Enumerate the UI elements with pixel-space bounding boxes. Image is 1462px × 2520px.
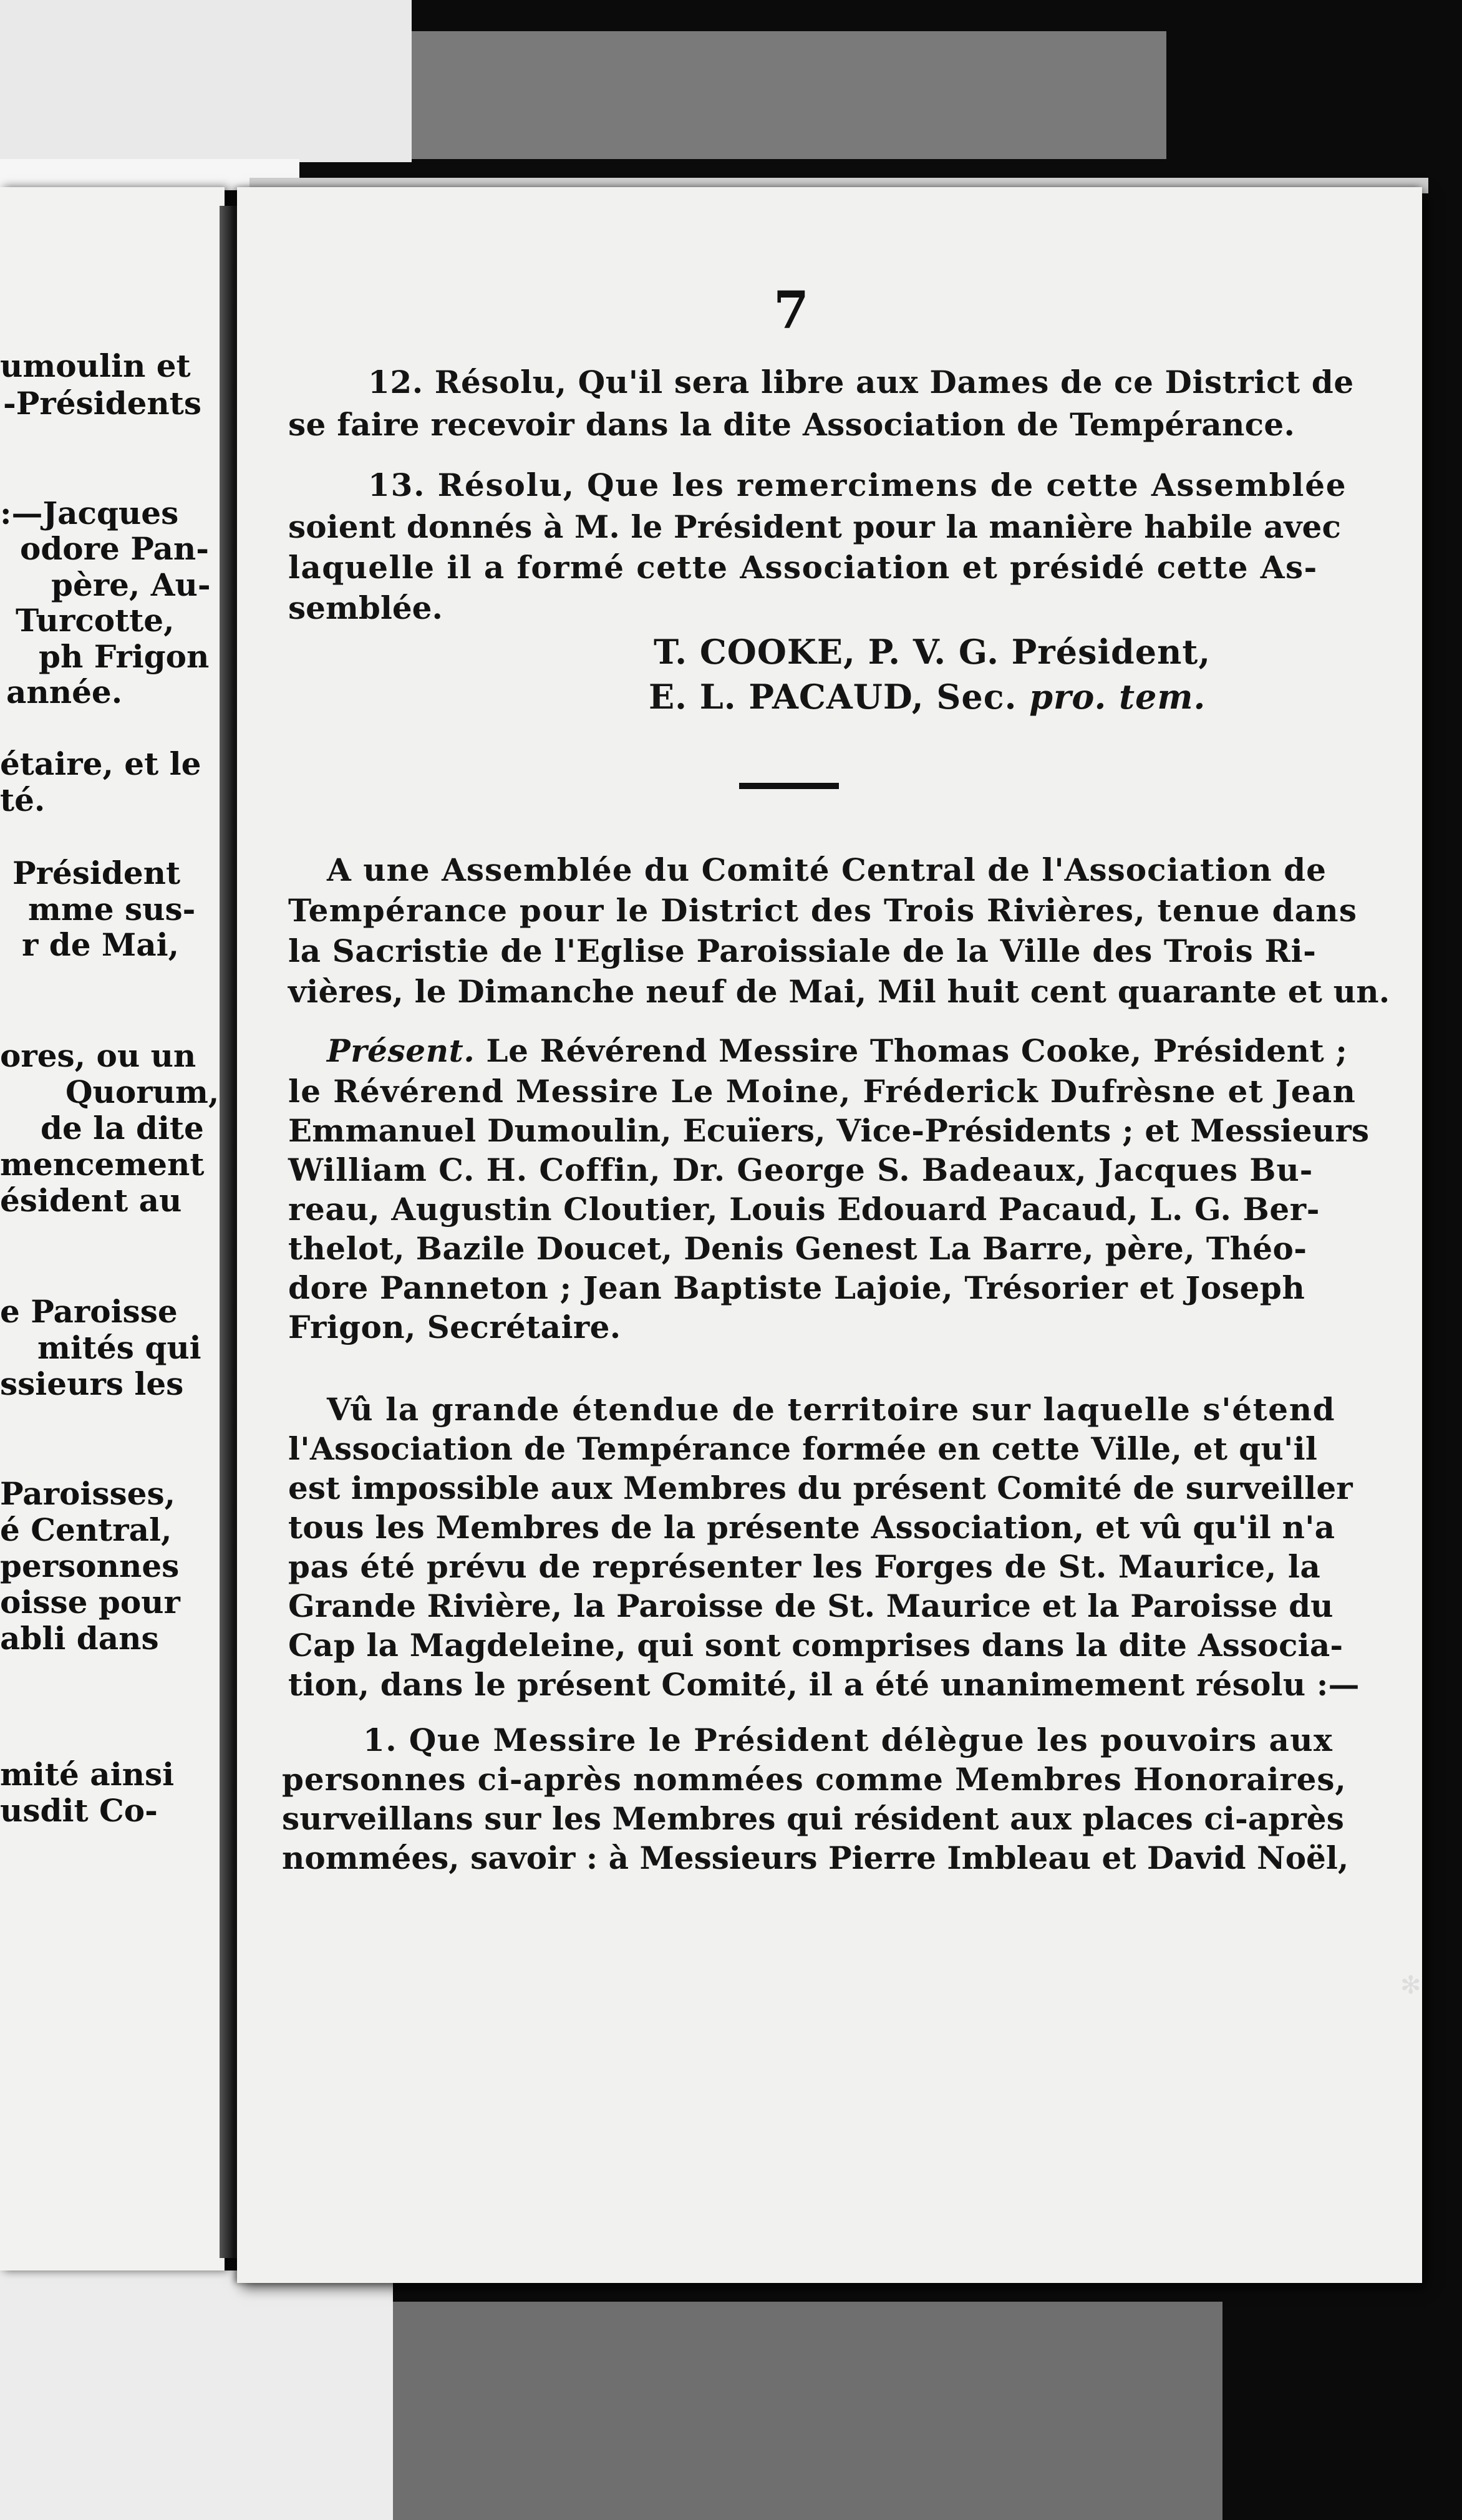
left-line: e Paroisse <box>0 1293 178 1330</box>
left-line: r de Mai, <box>22 926 180 963</box>
left-line: mité ainsi <box>0 1756 175 1793</box>
present-first-text: Le Révérend Messire Thomas Cooke, Président ; <box>486 1032 1348 1069</box>
section-divider <box>739 783 839 789</box>
resolution-13-line: laquelle il a formé cette Association et présidé cette As- <box>288 549 1318 586</box>
present-line: William C. H. Coffin, Dr. George S. Badeaux, Jacques Bu- <box>288 1151 1314 1188</box>
resolution-12-line: se faire recevoir dans la dite Association de Tempérance. <box>288 406 1295 443</box>
vu-line: Grande Rivière, la Paroisse de St. Maurice et la Paroisse du <box>288 1587 1334 1624</box>
present-label: Présent. <box>327 1032 475 1069</box>
facing-page-left <box>0 187 225 2270</box>
scan-margin-bottom-light <box>0 2270 393 2520</box>
left-line: étaire, et le <box>0 745 201 782</box>
ink-speck: ✻ <box>1400 1971 1421 2000</box>
left-line: Turcotte, <box>16 602 175 639</box>
left-line: personnes <box>0 1548 180 1584</box>
vu-line: tion, dans le présent Comité, il a été unanimement résolu :— <box>288 1666 1360 1703</box>
left-line: de la dite <box>41 1110 204 1146</box>
left-line: odore Pan- <box>20 530 209 567</box>
item-1-line: surveillans sur les Membres qui résident aux places ci-après <box>282 1800 1344 1837</box>
left-line: mités qui <box>37 1329 201 1366</box>
scan-margin-bottom <box>393 2302 1222 2520</box>
page-number: 7 <box>773 281 810 341</box>
vu-line: est impossible aux Membres du présent Comité de surveiller <box>288 1470 1353 1506</box>
left-line: Paroisses, <box>0 1475 176 1512</box>
item-1-line: personnes ci-après nommées comme Membres Honoraires, <box>282 1761 1347 1798</box>
left-line: mme sus- <box>28 891 196 928</box>
left-line: ores, ou un <box>0 1037 196 1074</box>
vu-line: Cap la Magdeleine, qui sont comprises dans la dite Associa- <box>288 1627 1343 1664</box>
left-line: té. <box>0 782 46 818</box>
left-line: année. <box>6 674 123 710</box>
present-line: reau, Augustin Cloutier, Louis Edouard Pacaud, L. G. Ber- <box>288 1191 1320 1228</box>
left-line: oisse pour <box>0 1584 180 1621</box>
present-line: thelot, Bazile Doucet, Denis Genest La Barre, père, Théo- <box>288 1230 1307 1267</box>
left-line: ésident au <box>0 1182 182 1219</box>
present-line: le Révérend Messire Le Moine, Fréderick Dufrèsne et Jean <box>288 1073 1357 1110</box>
vu-line: Vû la grande étendue de territoire sur laquelle s'étend <box>327 1391 1336 1428</box>
resolution-13-line: soient donnés à M. le Président pour la manière habile avec <box>288 508 1342 545</box>
vu-line: pas été prévu de représenter les Forges de St. Maurice, la <box>288 1548 1321 1585</box>
item-1-line: nommées, savoir : à Messieurs Pierre Imbleau et David Noël, <box>282 1839 1349 1876</box>
vu-line: l'Association de Tempérance formée en cette Ville, et qu'il <box>288 1430 1318 1467</box>
left-line: mencement <box>0 1146 205 1183</box>
left-line: ph Frigon <box>39 638 210 675</box>
resolution-12-line: 12. Résolu, Qu'il sera libre aux Dames de ce District de <box>368 364 1354 400</box>
present-line: dore Panneton ; Jean Baptiste Lajoie, Trésorier et Joseph <box>288 1269 1305 1306</box>
signature-pro-tem: pro. tem. <box>1029 677 1206 717</box>
vu-line: tous les Membres de la présente Association, et vû qu'il n'a <box>288 1509 1335 1546</box>
left-line: usdit Co- <box>0 1792 158 1829</box>
assembly-line: la Sacristie de l'Eglise Paroissiale de la Ville des Trois Ri- <box>288 933 1317 969</box>
left-line: :—Jacques <box>0 495 179 531</box>
assembly-line: Tempérance pour le District des Trois Rivières, tenue dans <box>288 892 1358 929</box>
scan-margin-top-light <box>0 0 412 162</box>
left-line: Quorum, <box>65 1073 220 1110</box>
signature-secretary-name: E. L. PACAUD, Sec. <box>649 677 1017 717</box>
left-line: abli dans <box>0 1620 159 1657</box>
left-line: -Présidents <box>3 385 202 422</box>
assembly-line: A une Assemblée du Comité Central de l'Association de <box>327 851 1327 888</box>
signature-president: T. COOKE, P. V. G. Président, <box>654 632 1211 672</box>
left-line: père, Au- <box>51 566 211 603</box>
signature-secretary <box>649 677 1206 717</box>
present-line: Emmanuel Dumoulin, Ecuïers, Vice-Présidents ; et Messieurs <box>288 1112 1370 1149</box>
left-line: é Central, <box>0 1511 172 1548</box>
left-line: umoulin et <box>0 347 191 384</box>
resolution-13-line: semblée. <box>288 589 443 626</box>
left-line: Président <box>12 855 181 891</box>
scan-margin-top <box>412 31 1166 159</box>
item-1-line: 1. Que Messire le Président délègue les pouvoirs aux <box>363 1722 1334 1758</box>
present-first-line <box>327 1032 1348 1069</box>
present-line: Frigon, Secrétaire. <box>288 1309 621 1345</box>
resolution-13-line: 13. Résolu, Que les remercimens de cette Assemblée <box>368 467 1347 503</box>
assembly-line: vières, le Dimanche neuf de Mai, Mil huit cent quarante et un. <box>288 973 1390 1010</box>
left-line: ssieurs les <box>0 1365 184 1402</box>
